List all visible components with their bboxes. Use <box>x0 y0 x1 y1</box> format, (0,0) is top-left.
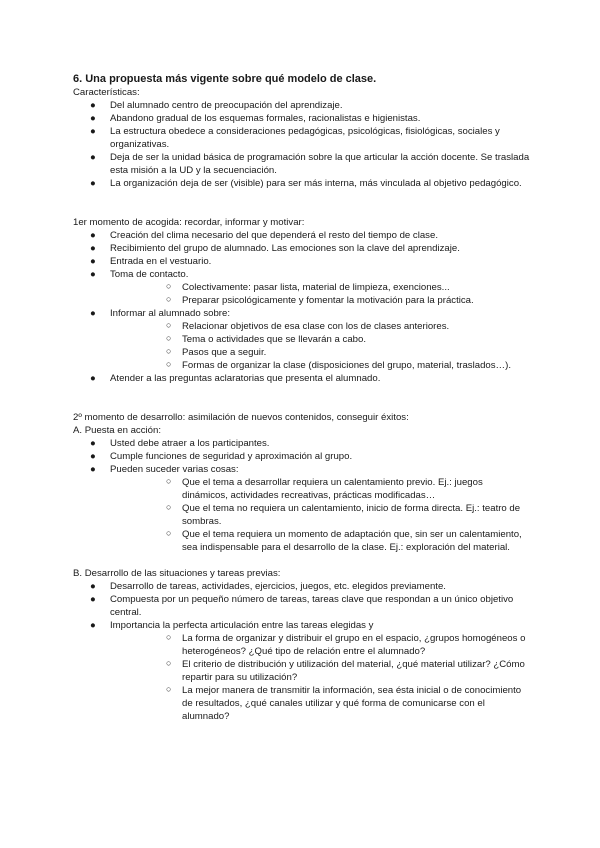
part-a-heading: A. Puesta en acción: <box>73 425 161 436</box>
list-item: ● Abandono gradual de los esquemas formales, racionalistas e higienistas. <box>90 113 421 124</box>
sublist-item: ○ Que el tema a desarrollar requiera un calentamiento previo. Ej.: juegos dinámicos, actividades recreativas, prácticas modificadas… <box>166 476 483 501</box>
circle-bullet-icon: ○ <box>166 320 172 330</box>
list-item: ● Importancia la perfecta articulación entre las tareas elegidas y ○ La forma de organizar y distribuir el grupo en el espacio, ¿grupos homogéneos o heterogéneos? ¿Qué tipo de relación entre el alumnado? ○ El criterio de distribución y utilización del material, ¿qué material utilizar? ¿Cómo repartir para su utilización? ○ La mejor manera de transmitir la información, sea ésta inicial o de conocimiento de resultados, ¿qué canales utilizar y qué forma de comunicarse con el alumnado? <box>73 619 530 723</box>
bullet-icon: ● <box>90 113 96 124</box>
list-item: ● Atender a las preguntas aclaratorias que presenta el alumnado. <box>90 373 381 384</box>
moment-1-list <box>73 229 530 385</box>
bullet-icon: ● <box>90 464 96 475</box>
moment-2-heading: 2º momento de desarrollo: asimilación de nuevos contenidos, conseguir éxitos: <box>73 412 409 423</box>
circle-bullet-icon: ○ <box>166 333 172 343</box>
list-item: ● Cumple funciones de seguridad y aproximación al grupo. <box>90 451 353 462</box>
circle-bullet-icon: ○ <box>166 502 172 512</box>
moment-1-heading: 1er momento de acogida: recordar, informar y motivar: <box>73 217 305 228</box>
list-item: ● Creación del clima necesario del que dependerá el resto del tiempo de clase. <box>90 230 438 241</box>
bullet-icon: ● <box>90 256 96 267</box>
list-item: ● Toma de contacto. ○ Colectivamente: pasar lista, material de limpieza, exenciones... ○ Preparar psicológicamente y fomentar la motivación para la práctica. <box>73 268 530 307</box>
circle-bullet-icon: ○ <box>166 476 172 486</box>
sublist-item: ○ Formas de organizar la clase (disposiciones del grupo, material, traslados…). <box>166 359 511 371</box>
circle-bullet-icon: ○ <box>166 684 172 694</box>
list-item: ● Deja de ser la unidad básica de programación sobre la que articular la acción docente. Se traslada esta misión a la UD y la secuenciación. <box>90 152 530 176</box>
circle-bullet-icon: ○ <box>166 359 172 369</box>
sublist-item: ○ Pasos que a seguir. <box>166 346 267 358</box>
part-b-list <box>73 580 530 723</box>
circle-bullet-icon: ○ <box>166 346 172 356</box>
part-a-list <box>73 437 530 554</box>
sublist-item: ○ La mejor manera de transmitir la información, sea ésta inicial o de conocimiento de resultados, ¿qué canales utilizar y qué forma de comunicarse con el alumnado? <box>166 684 522 722</box>
sublist-item: ○ La forma de organizar y distribuir el grupo en el espacio, ¿grupos homogéneos o heterogéneos? ¿Qué tipo de relación entre el alumnado? <box>166 632 526 657</box>
bullet-icon: ● <box>90 308 96 319</box>
bullet-icon: ● <box>90 230 96 241</box>
bullet-icon: ● <box>90 243 96 254</box>
list-item: ● Del alumnado centro de preocupación del aprendizaje. <box>90 100 343 111</box>
list-item: ● Entrada en el vestuario. <box>90 256 212 267</box>
list-item: ● Desarrollo de tareas, actividades, ejercicios, juegos, etc. elegidos previamente. <box>90 581 446 592</box>
sublist-item: ○ Tema o actividades que se llevarán a cabo. <box>166 333 366 345</box>
sublist-item: ○ Que el tema no requiera un calentamiento, inicio de forma directa. Ej.: teatro de sombras. <box>166 502 521 527</box>
sublist-item: ○ Que el tema requiera un momento de adaptación que, sin ser un calentamiento, sea indispensable para el desarrollo de la clase. Ej.: exploración del material. <box>166 528 522 553</box>
list-item: ● Informar al alumnado sobre: ○ Relacionar objetivos de esa clase con los de clases anteriores. ○ Tema o actividades que se llevarán a cabo. ○ Pasos que a seguir. ○ Formas de organizar la clase (disposiciones del grupo, material, traslados…). <box>73 307 530 372</box>
bullet-icon: ● <box>90 126 96 137</box>
bullet-icon: ● <box>90 438 96 449</box>
list-item: ● La estructura obedece a consideraciones pedagógicas, psicológicas, fisiológicas, sociales y organizativas. <box>90 126 500 150</box>
list-item: ● Compuesta por un pequeño número de tareas, tareas clave que respondan a un único objetivo central. <box>90 594 514 618</box>
bullet-icon: ● <box>90 620 96 631</box>
list-item: ● Usted debe atraer a los participantes. <box>90 438 270 449</box>
list-item: ● Pueden suceder varias cosas: ○ Que el tema a desarrollar requiera un calentamiento previo. Ej.: juegos dinámicos, actividades recreativas, prácticas modificadas… ○ Que el tema no requiera un calentamiento, inicio de forma directa. Ej.: teatro de sombras. ○ Que el tema requiera un momento de adaptación que, sin ser un calentamiento, sea indispensable para el desarrollo de la clase. Ej.: exploración del material. <box>73 463 530 554</box>
sublist-item: ○ Preparar psicológicamente y fomentar la motivación para la práctica. <box>166 294 474 306</box>
part-a-sublist <box>110 476 530 554</box>
part-b-heading: B. Desarrollo de las situaciones y tareas previas: <box>73 568 281 579</box>
bullet-icon: ● <box>90 581 96 592</box>
circle-bullet-icon: ○ <box>166 658 172 668</box>
bullet-icon: ● <box>90 451 96 462</box>
bullet-icon: ● <box>90 373 96 384</box>
list-item: ● La organización deja de ser (visible) para ser más interna, más vinculada al objetivo pedagógico. <box>90 178 522 189</box>
bullet-icon: ● <box>90 594 96 605</box>
contacto-sublist <box>110 281 530 307</box>
part-b-sublist <box>110 632 530 723</box>
characteristics-list <box>73 99 530 190</box>
informar-sublist <box>110 320 530 372</box>
bullet-icon: ● <box>90 152 96 163</box>
circle-bullet-icon: ○ <box>166 294 172 304</box>
characteristics-label: Características: <box>73 87 140 98</box>
bullet-icon: ● <box>90 178 96 189</box>
circle-bullet-icon: ○ <box>166 632 172 642</box>
sublist-item: ○ Colectivamente: pasar lista, material de limpieza, exenciones... <box>166 281 450 293</box>
sublist-item: ○ Relacionar objetivos de esa clase con los de clases anteriores. <box>166 320 450 332</box>
circle-bullet-icon: ○ <box>166 528 172 538</box>
sublist-item: ○ El criterio de distribución y utilización del material, ¿qué material utilizar? ¿Cómo repartir para su utilización? <box>166 658 525 683</box>
list-item: ● Recibimiento del grupo de alumnado. Las emociones son la clave del aprendizaje. <box>90 243 460 254</box>
section-title: 6. Una propuesta más vigente sobre qué modelo de clase. <box>73 73 377 85</box>
bullet-icon: ● <box>90 269 96 280</box>
circle-bullet-icon: ○ <box>166 281 172 291</box>
bullet-icon: ● <box>90 100 96 111</box>
